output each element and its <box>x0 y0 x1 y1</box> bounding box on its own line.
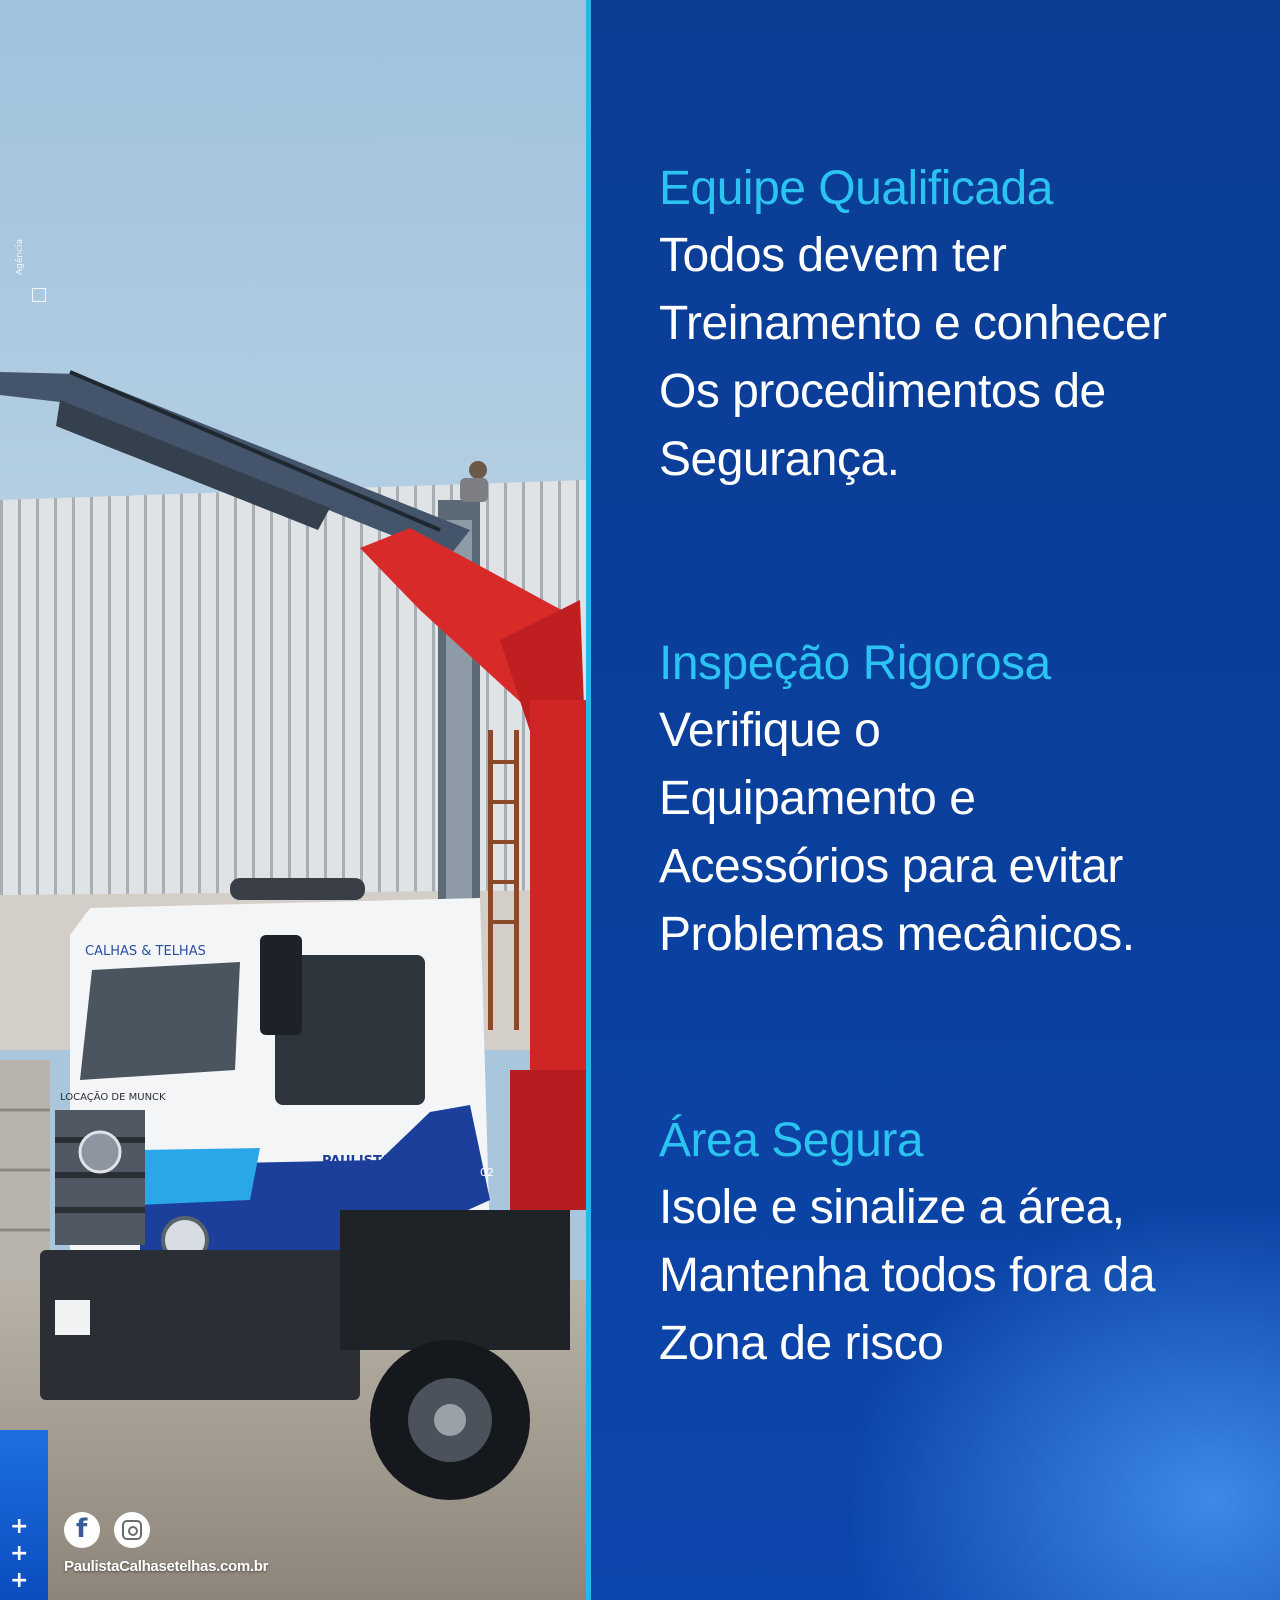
accent-bar <box>0 1430 48 1600</box>
watermark-logo-icon <box>32 288 46 302</box>
plus-icon: + <box>10 1541 29 1566</box>
section-text-line: Zona de risco <box>659 1317 944 1370</box>
section-text-line: Segurança. <box>659 433 900 486</box>
section-text-line: Problemas mecânicos. <box>659 908 1135 961</box>
section-title: Equipe Qualificada <box>659 162 1053 215</box>
front-side-label: LOCAÇÃO DE MUNCK <box>60 1092 166 1103</box>
section-text-line: Todos devem ter <box>659 229 1007 282</box>
facebook-icon[interactable] <box>64 1512 100 1548</box>
safety-tips-panel <box>591 0 1280 1600</box>
section-text-line: Equipamento e <box>659 772 976 825</box>
section-inspecao-rigorosa <box>659 631 1259 969</box>
plus-icon: + <box>10 1568 29 1593</box>
door-brand-label: PAULISTA <box>322 1154 391 1169</box>
website-link[interactable]: PaulistaCalhasetelhas.com.br <box>64 1558 269 1575</box>
section-text-line: Verifique o <box>659 704 881 757</box>
watermark-text: Agência <box>15 238 26 276</box>
instagram-icon[interactable] <box>114 1512 150 1548</box>
section-equipe-qualificada <box>659 156 1259 494</box>
section-text-line: Os procedimentos de <box>659 365 1106 418</box>
section-title: Inspeção Rigorosa <box>659 637 1051 690</box>
section-text-line: Acessórios para evitar <box>659 840 1123 893</box>
photo-illustration <box>0 0 586 1600</box>
agency-watermark <box>15 224 46 304</box>
section-text-line: Mantenha todos fora da <box>659 1249 1156 1302</box>
truck-number: 02 <box>480 1166 494 1179</box>
section-area-segura <box>659 1108 1259 1378</box>
section-text-line: Treinamento e conhecer <box>659 297 1167 350</box>
section-title: Área Segura <box>659 1114 924 1167</box>
cab-top-label: CALHAS & TELHAS <box>85 944 206 959</box>
crane-truck-photo <box>0 0 586 1600</box>
section-text-line: Isole e sinalize a área, <box>659 1181 1125 1234</box>
plus-icon: + <box>10 1514 29 1539</box>
